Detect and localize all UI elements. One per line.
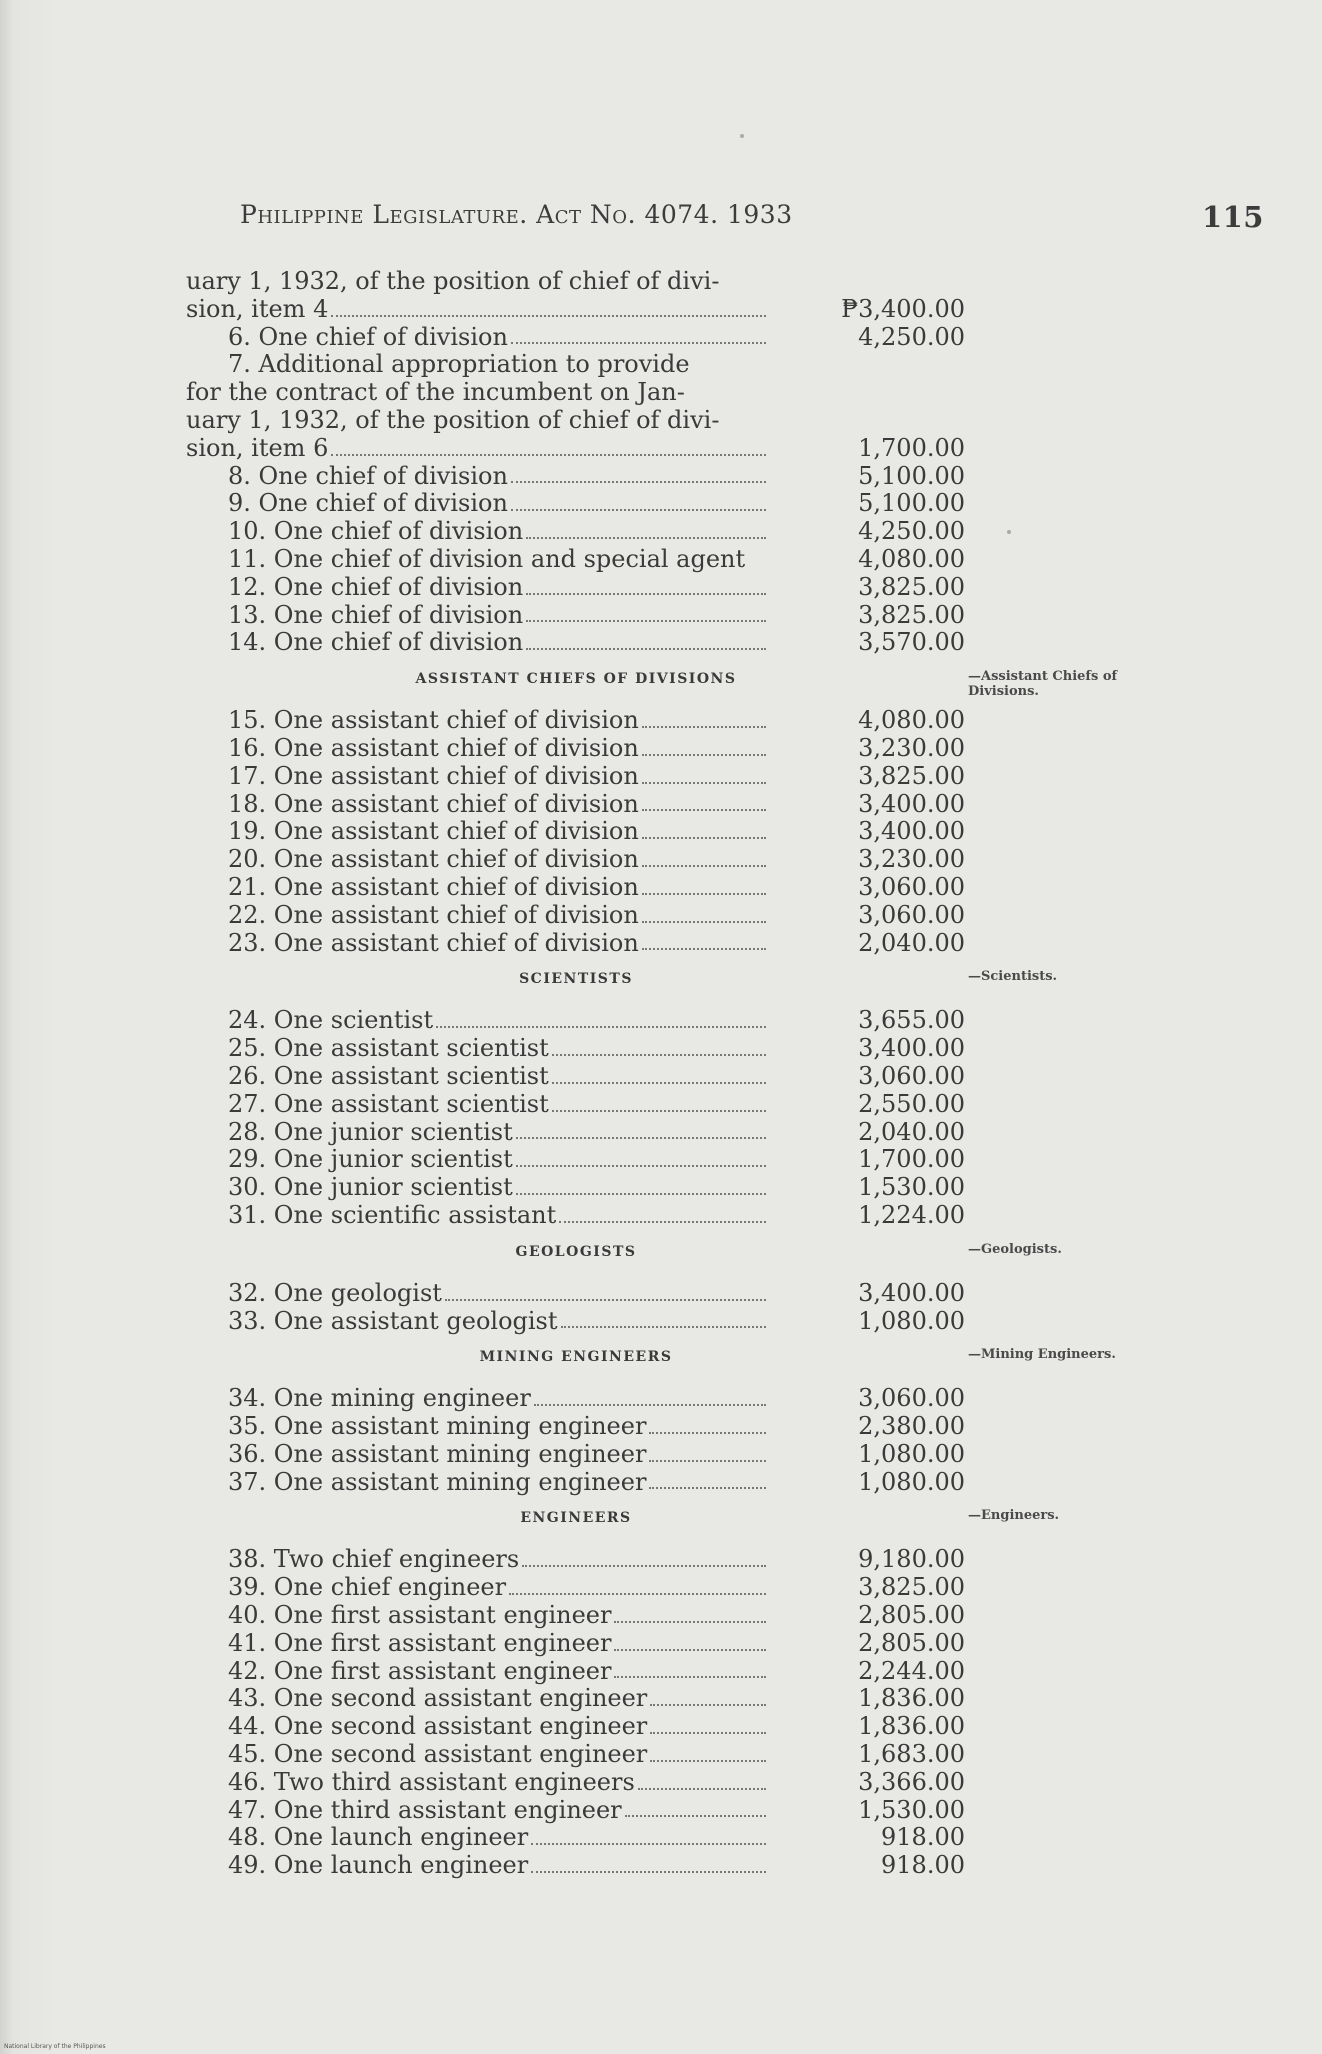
dot-leader xyxy=(331,454,766,456)
line-item xyxy=(0,1469,1322,1497)
line-item xyxy=(0,268,1322,296)
line-text xyxy=(186,1146,768,1174)
amount: 4,080.00 xyxy=(858,706,965,735)
line-item xyxy=(0,1007,1322,1035)
dot-leader xyxy=(642,809,766,811)
section-heading-block xyxy=(0,657,1322,707)
dot-leader xyxy=(642,865,766,867)
dot-leader xyxy=(516,1193,766,1195)
line-text xyxy=(186,546,768,574)
line-label: 19. One assistant chief of division xyxy=(228,818,639,846)
line-item xyxy=(0,874,1322,902)
dot-leader xyxy=(516,1165,766,1167)
line-label: 44. One second assistant engineer xyxy=(228,1713,648,1741)
line-item xyxy=(0,1385,1322,1413)
line-text xyxy=(186,1385,768,1413)
line-text xyxy=(186,1035,768,1063)
line-item xyxy=(0,1413,1322,1441)
amount: 3,060.00 xyxy=(858,872,965,901)
amount: 3,655.00 xyxy=(858,1006,965,1035)
dot-leader xyxy=(531,1843,766,1845)
dot-leader xyxy=(552,1082,766,1084)
line-item xyxy=(0,735,1322,763)
dot-leader xyxy=(561,1326,766,1328)
line-item xyxy=(0,930,1322,958)
line-item xyxy=(0,707,1322,735)
line-item xyxy=(0,518,1322,546)
line-text xyxy=(186,1007,768,1035)
line-item xyxy=(0,435,1322,463)
appropriation-list xyxy=(0,268,1322,1880)
line-text xyxy=(186,1469,768,1497)
amount: 3,825.00 xyxy=(858,572,965,601)
line-item xyxy=(0,1685,1322,1713)
amount: 3,825.00 xyxy=(858,600,965,629)
amount: 3,060.00 xyxy=(858,1384,965,1413)
amount: 4,080.00 xyxy=(858,544,965,573)
dot-leader xyxy=(642,921,766,923)
line-label: 17. One assistant chief of division xyxy=(228,762,639,790)
line-label: 35. One assistant mining engineer xyxy=(228,1413,647,1441)
dot-leader xyxy=(649,1487,766,1489)
line-item xyxy=(0,546,1322,574)
line-text xyxy=(186,1441,768,1469)
amount: 1,080.00 xyxy=(858,1467,965,1496)
amount: 2,040.00 xyxy=(858,1117,965,1146)
dot-leader xyxy=(649,1432,766,1434)
line-item xyxy=(0,846,1322,874)
line-item xyxy=(0,351,1322,379)
line-text xyxy=(186,1119,768,1147)
amount: 5,100.00 xyxy=(858,461,965,490)
line-item xyxy=(0,1797,1322,1825)
line-label: for the contract of the incumbent on Jan- xyxy=(186,379,685,407)
line-text xyxy=(186,707,768,735)
dot-leader xyxy=(552,1054,766,1056)
line-label: 27. One assistant scientist xyxy=(228,1090,549,1118)
dot-leader xyxy=(516,1137,766,1139)
line-item xyxy=(0,818,1322,846)
line-item xyxy=(0,379,1322,407)
line-label: 37. One assistant mining engineer xyxy=(228,1468,647,1496)
dot-leader xyxy=(511,509,766,511)
section-heading: GEOLOGISTS xyxy=(515,1243,637,1260)
amount: 3,060.00 xyxy=(858,900,965,929)
line-item xyxy=(0,1713,1322,1741)
line-item xyxy=(0,1119,1322,1147)
line-text xyxy=(186,1769,768,1797)
line-item xyxy=(0,1146,1322,1174)
line-item xyxy=(0,490,1322,518)
amount: 1,683.00 xyxy=(858,1740,965,1769)
line-item xyxy=(0,1441,1322,1469)
line-text xyxy=(186,435,768,463)
dot-leader xyxy=(614,1621,766,1623)
line-label: 24. One scientist xyxy=(228,1007,434,1035)
line-label: 11. One chief of division and special agent xyxy=(228,545,746,573)
line-label: 36. One assistant mining engineer xyxy=(228,1440,647,1468)
amount: 3,825.00 xyxy=(858,761,965,790)
dot-leader xyxy=(511,481,766,483)
line-label: 47. One third assistant engineer xyxy=(228,1796,622,1824)
dot-leader xyxy=(642,837,766,839)
line-item xyxy=(0,407,1322,435)
line-label: sion, item 4 xyxy=(186,295,329,323)
amount: 3,230.00 xyxy=(858,845,965,874)
line-label: uary 1, 1932, of the position of chief of divi- xyxy=(186,406,720,434)
running-header xyxy=(240,200,1270,234)
line-label: 43. One second assistant engineer xyxy=(228,1685,648,1713)
dot-leader xyxy=(445,1299,766,1301)
amount: 1,700.00 xyxy=(858,1145,965,1174)
line-item xyxy=(0,463,1322,491)
line-item xyxy=(0,902,1322,930)
dot-leader xyxy=(436,1026,766,1028)
amount: 9,180.00 xyxy=(858,1545,965,1574)
line-label: 15. One assistant chief of division xyxy=(228,707,639,735)
margin-note: —Geologists. xyxy=(968,1241,1062,1257)
line-label: 8. One chief of division xyxy=(228,462,508,490)
margin-note: —Engineers. xyxy=(968,1508,1060,1524)
amount: 2,380.00 xyxy=(858,1412,965,1441)
line-text xyxy=(186,874,768,902)
line-text xyxy=(186,1824,768,1852)
dot-leader xyxy=(559,1221,766,1223)
line-text xyxy=(186,1658,768,1686)
amount: 1,224.00 xyxy=(858,1200,965,1229)
line-text xyxy=(186,818,768,846)
margin-note: —Mining Engineers. xyxy=(968,1347,1116,1363)
line-item xyxy=(0,1546,1322,1574)
amount: 3,400.00 xyxy=(858,1034,965,1063)
line-label: 28. One junior scientist xyxy=(228,1118,513,1146)
line-text xyxy=(186,846,768,874)
line-item xyxy=(0,1852,1322,1880)
amount: 3,400.00 xyxy=(858,789,965,818)
line-item xyxy=(0,1035,1322,1063)
line-label: 20. One assistant chief of division xyxy=(228,846,639,874)
line-text xyxy=(186,763,768,791)
line-text xyxy=(186,735,768,763)
line-text xyxy=(186,1308,768,1336)
line-text xyxy=(186,791,768,819)
amount: 3,400.00 xyxy=(858,817,965,846)
line-item xyxy=(0,1741,1322,1769)
margin-note: —Scientists. xyxy=(968,969,1058,985)
amount: 5,100.00 xyxy=(858,489,965,518)
line-label: 21. One assistant chief of division xyxy=(228,873,639,901)
section-heading-block xyxy=(0,1230,1322,1280)
line-text xyxy=(186,1280,768,1308)
dot-leader xyxy=(526,537,766,539)
dot-leader xyxy=(522,1565,766,1567)
line-text xyxy=(186,324,768,352)
amount: 3,060.00 xyxy=(858,1061,965,1090)
line-text xyxy=(186,1574,768,1602)
line-item xyxy=(0,1602,1322,1630)
line-label: 49. One launch engineer xyxy=(228,1852,529,1880)
section-heading: ENGINEERS xyxy=(520,1510,632,1527)
line-text xyxy=(186,1741,768,1769)
line-label: 7. Additional appropriation to provide xyxy=(228,351,690,379)
line-label: 9. One chief of division xyxy=(228,490,508,518)
line-label: 48. One launch engineer xyxy=(228,1824,529,1852)
amount: 1,836.00 xyxy=(858,1684,965,1713)
line-item xyxy=(0,296,1322,324)
line-label: 12. One chief of division xyxy=(228,573,524,601)
dot-leader xyxy=(534,1404,766,1406)
dot-leader xyxy=(526,620,766,622)
dot-leader xyxy=(642,948,766,950)
line-item xyxy=(0,1202,1322,1230)
line-label: 34. One mining engineer xyxy=(228,1385,531,1413)
line-label: 40. One first assistant engineer xyxy=(228,1602,612,1630)
line-label: 33. One assistant geologist xyxy=(228,1307,558,1335)
amount: 1,836.00 xyxy=(858,1712,965,1741)
amount: 3,570.00 xyxy=(858,628,965,657)
section-heading: SCIENTISTS xyxy=(519,971,633,988)
line-text xyxy=(186,1602,768,1630)
dot-leader xyxy=(650,1760,766,1762)
line-text xyxy=(186,902,768,930)
line-label: 45. One second assistant engineer xyxy=(228,1741,648,1769)
dot-leader xyxy=(552,1110,766,1112)
dot-leader xyxy=(614,1649,766,1651)
header-title: Philippine Legislature. Act No. 4074. 1933 xyxy=(240,200,793,229)
line-item xyxy=(0,602,1322,630)
dot-leader xyxy=(531,1871,766,1873)
amount: 3,366.00 xyxy=(858,1767,965,1796)
amount: 4,250.00 xyxy=(858,322,965,351)
line-text xyxy=(186,518,768,546)
dot-leader xyxy=(650,1732,766,1734)
dot-leader xyxy=(509,1593,766,1595)
amount: 1,080.00 xyxy=(858,1439,965,1468)
line-text xyxy=(186,296,768,324)
line-label: 14. One chief of division xyxy=(228,629,524,657)
line-label: 30. One junior scientist xyxy=(228,1174,513,1202)
line-item xyxy=(0,324,1322,352)
line-text xyxy=(186,490,768,518)
line-text xyxy=(186,1713,768,1741)
line-label: 41. One first assistant engineer xyxy=(228,1629,612,1657)
amount: 2,805.00 xyxy=(858,1601,965,1630)
amount: 1,080.00 xyxy=(858,1306,965,1335)
line-item xyxy=(0,1658,1322,1686)
line-label: 38. Two chief engineers xyxy=(228,1546,520,1574)
line-label: 42. One first assistant engineer xyxy=(228,1657,612,1685)
line-text xyxy=(186,574,768,602)
line-label: 31. One scientific assistant xyxy=(228,1201,557,1229)
amount: 3,230.00 xyxy=(858,733,965,762)
line-label: 32. One geologist xyxy=(228,1279,442,1307)
amount: 3,825.00 xyxy=(858,1573,965,1602)
amount: 2,244.00 xyxy=(858,1656,965,1685)
line-item xyxy=(0,1769,1322,1797)
line-text xyxy=(186,602,768,630)
dot-leader xyxy=(526,593,766,595)
amount: 2,550.00 xyxy=(858,1089,965,1118)
dot-leader xyxy=(625,1815,766,1817)
line-text xyxy=(186,1685,768,1713)
line-text xyxy=(186,379,768,407)
dot-leader xyxy=(650,1704,766,1706)
amount: 4,250.00 xyxy=(858,517,965,546)
section-heading-block xyxy=(0,1335,1322,1385)
line-item xyxy=(0,791,1322,819)
dot-leader xyxy=(526,648,766,650)
amount: 918.00 xyxy=(881,1851,965,1880)
line-text xyxy=(186,268,768,296)
amount: 918.00 xyxy=(881,1823,965,1852)
section-heading: MINING ENGINEERS xyxy=(479,1349,673,1366)
line-label: sion, item 6 xyxy=(186,434,329,462)
line-item xyxy=(0,574,1322,602)
page-number: 115 xyxy=(1201,200,1264,234)
dot-leader xyxy=(649,1460,766,1462)
line-label: 26. One assistant scientist xyxy=(228,1062,549,1090)
line-item xyxy=(0,1063,1322,1091)
dot-leader xyxy=(642,726,766,728)
line-label: 16. One assistant chief of division xyxy=(228,734,639,762)
line-item xyxy=(0,763,1322,791)
line-label: 46. Two third assistant engineers xyxy=(228,1768,635,1796)
dot-leader xyxy=(642,754,766,756)
line-label: 18. One assistant chief of division xyxy=(228,790,639,818)
line-text xyxy=(186,1797,768,1825)
line-item xyxy=(0,1308,1322,1336)
line-label: uary 1, 1932, of the position of chief of divi- xyxy=(186,268,720,295)
amount: 2,805.00 xyxy=(858,1628,965,1657)
line-text xyxy=(186,1174,768,1202)
dot-leader xyxy=(614,1676,766,1678)
footer-credit: National Library of the Philippines xyxy=(4,2043,106,2050)
line-text xyxy=(186,1091,768,1119)
paper-speck xyxy=(740,134,744,138)
line-text xyxy=(186,1063,768,1091)
dot-leader xyxy=(511,342,766,344)
line-item xyxy=(0,629,1322,657)
amount: ₱3,400.00 xyxy=(841,294,965,323)
line-label: 6. One chief of division xyxy=(228,323,508,351)
amount: 3,400.00 xyxy=(858,1278,965,1307)
line-item xyxy=(0,1824,1322,1852)
line-text xyxy=(186,351,768,379)
line-text xyxy=(186,1202,768,1230)
section-heading-block xyxy=(0,1496,1322,1546)
line-text xyxy=(186,407,768,435)
line-label: 13. One chief of division xyxy=(228,601,524,629)
amount: 1,530.00 xyxy=(858,1173,965,1202)
line-text xyxy=(186,463,768,491)
line-item xyxy=(0,1174,1322,1202)
line-text xyxy=(186,1546,768,1574)
line-text xyxy=(186,930,768,958)
line-item xyxy=(0,1091,1322,1119)
dot-leader xyxy=(642,893,766,895)
section-heading-block xyxy=(0,957,1322,1007)
amount: 1,530.00 xyxy=(858,1795,965,1824)
dot-leader xyxy=(642,782,766,784)
dot-leader xyxy=(331,315,766,317)
line-item xyxy=(0,1574,1322,1602)
dot-leader xyxy=(638,1788,766,1790)
line-item xyxy=(0,1280,1322,1308)
line-label: 39. One chief engineer xyxy=(228,1574,507,1602)
line-label: 23. One assistant chief of division xyxy=(228,929,639,957)
line-text xyxy=(186,1413,768,1441)
section-heading: ASSISTANT CHIEFS OF DIVISIONS xyxy=(415,671,737,688)
line-label: 22. One assistant chief of division xyxy=(228,901,639,929)
line-item xyxy=(0,1630,1322,1658)
amount: 2,040.00 xyxy=(858,928,965,957)
margin-note: —Assistant Chiefs of Divisions. xyxy=(968,669,1118,700)
amount: 1,700.00 xyxy=(858,433,965,462)
line-label: 10. One chief of division xyxy=(228,518,524,546)
line-text xyxy=(186,629,768,657)
line-label: 25. One assistant scientist xyxy=(228,1035,549,1063)
line-label: 29. One junior scientist xyxy=(228,1146,513,1174)
line-text xyxy=(186,1852,768,1880)
line-text xyxy=(186,1630,768,1658)
